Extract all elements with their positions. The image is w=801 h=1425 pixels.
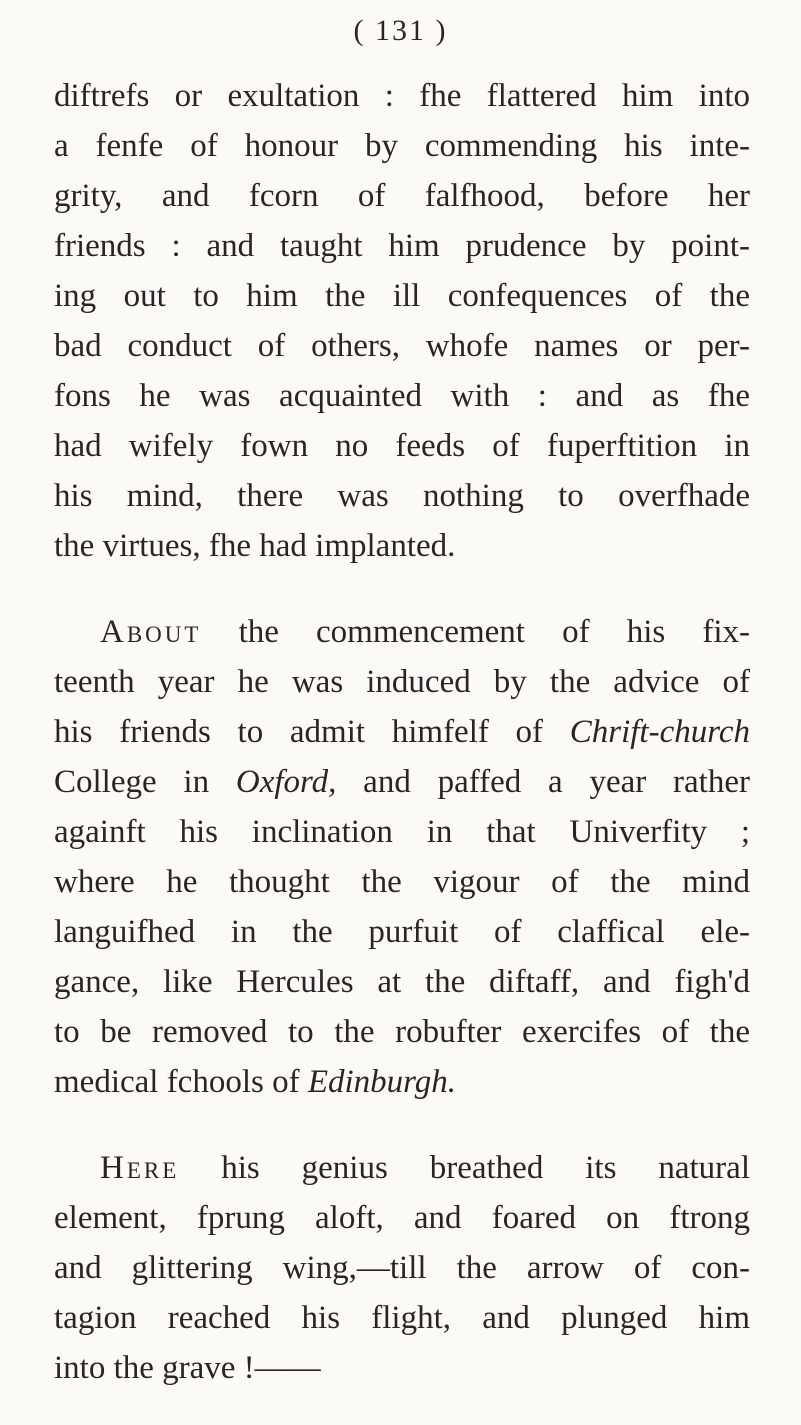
text-line: had wifely fown no feeds of fuperftition in (54, 428, 750, 464)
text-line: into the grave !—— (54, 1350, 321, 1386)
text-line: to be removed to the robufter exercifes of the (54, 1014, 750, 1050)
text-span: the commencement of his fix- (201, 614, 750, 650)
text-line: bad conduct of others, whofe names or per- (54, 328, 750, 364)
paragraph-first-line (100, 1148, 750, 1188)
text-line: diftrefs or exultation : fhe flattered him into (54, 78, 750, 114)
text-span: and paffed a year rather (336, 764, 750, 800)
text-line: where he thought the vigour of the mind (54, 864, 750, 900)
text-line: the virtues, fhe had implanted. (54, 528, 456, 564)
paragraph-lead-word: About (100, 614, 202, 650)
text-line (54, 762, 750, 802)
text-line: his mind, there was nothing to overfhade (54, 478, 750, 514)
text-span: College in (54, 764, 236, 800)
paragraph-first-line (100, 612, 750, 652)
italic-text: Chrift-church (569, 714, 750, 750)
text-line (54, 712, 750, 752)
text-line: againft his inclination in that Univerfity ; (54, 814, 750, 850)
text-line: teenth year he was induced by the advice of (54, 664, 750, 700)
text-line: grity, and fcorn of falfhood, before her (54, 178, 750, 214)
text-line: a fenfe of honour by commending his inte- (54, 128, 750, 164)
text-line: tagion reached his flight, and plunged him (54, 1300, 750, 1336)
text-span: medical fchools of (54, 1064, 308, 1100)
italic-text: Oxford, (235, 764, 337, 800)
text-line: languifhed in the purfuit of claffical ele- (54, 914, 750, 950)
text-span: his friends to admit himfelf of (54, 714, 570, 750)
text-line: friends : and taught him prudence by point- (54, 228, 750, 264)
page-number: ( 131 ) (353, 14, 448, 47)
text-line: and glittering wing,—till the arrow of con- (54, 1250, 750, 1286)
text-line: element, fprung aloft, and foared on ftrong (54, 1200, 750, 1236)
text-line (54, 1062, 750, 1102)
text-line: gance, like Hercules at the diftaff, and figh'd (54, 964, 750, 1000)
text-span: his genius breathed its natural (179, 1150, 750, 1186)
text-line: ing out to him the ill confequences of the (54, 278, 750, 314)
paragraph-lead-word: Here (100, 1150, 180, 1186)
italic-text: Edinburgh. (307, 1064, 457, 1100)
text-line: fons he was acquainted with : and as fhe (54, 378, 750, 414)
